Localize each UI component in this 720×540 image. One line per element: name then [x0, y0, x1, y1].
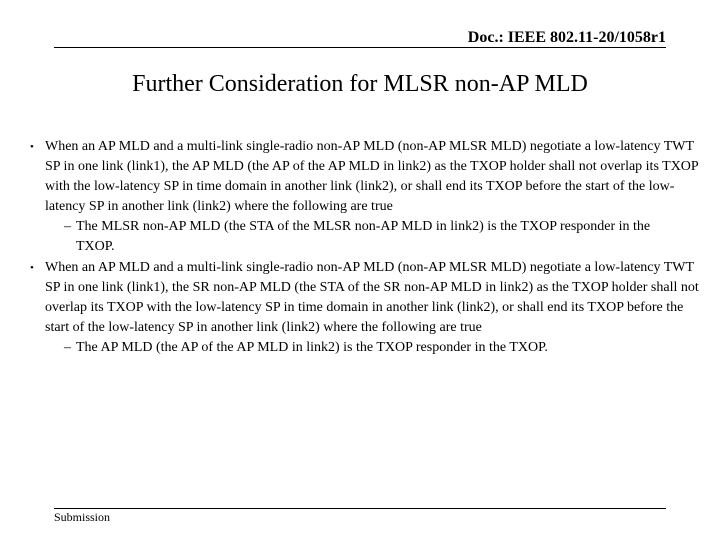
- bullet-mark: •: [30, 261, 34, 274]
- sub-bullet-mark: –: [64, 219, 71, 235]
- bullet-text: When an AP MLD and a multi-link single-radio non-AP MLD (non-AP MLSR MLD) negotiate a low-latency TWT SP in one link (link1), the AP MLD (the AP of the AP MLD in link2) as the TXOP holder shall not overlap its TXOP with the low-latency SP in time domain in another link (link2), or shall end its TXOP before the start of the low-latency SP in another link (link2) where the following are true: [45, 139, 699, 215]
- footer-divider: [54, 508, 666, 509]
- sub-bullet-item: [30, 217, 705, 257]
- bullet-item: [30, 137, 705, 217]
- slide-content: [30, 137, 705, 358]
- sub-bullet-text: The AP MLD (the AP of the AP MLD in link2) is the TXOP responder in the TXOP.: [76, 339, 548, 355]
- sub-bullet-mark: –: [64, 339, 71, 355]
- footer-label: Submission: [54, 510, 111, 524]
- bullet-text: When an AP MLD and a multi-link single-radio non-AP MLD (non-AP MLSR MLD) negotiate a low-latency TWT SP in one link (link1), the SR non-AP MLD (the STA of the SR non-AP MLD in link2) as the TXOP holder shall not overlap its TXOP with the low-latency SP in time domain in another link (link2), or shall end its TXOP before the start of the low-latency SP in another link (link2) where the following are true: [45, 259, 699, 335]
- bullet-item: [30, 258, 705, 338]
- sub-bullet-item: [30, 338, 705, 358]
- header-divider: [54, 47, 666, 48]
- doc-id: Doc.: IEEE 802.11-20/1058r1: [467, 29, 666, 46]
- bullet-mark: •: [30, 141, 34, 153]
- sub-bullet-text: The MLSR non-AP MLD (the STA of the MLSR non-AP MLD in link2) is the TXOP responder in the TXOP.: [76, 219, 651, 255]
- slide-title: Further Consideration for MLSR non-AP MLD: [132, 71, 588, 97]
